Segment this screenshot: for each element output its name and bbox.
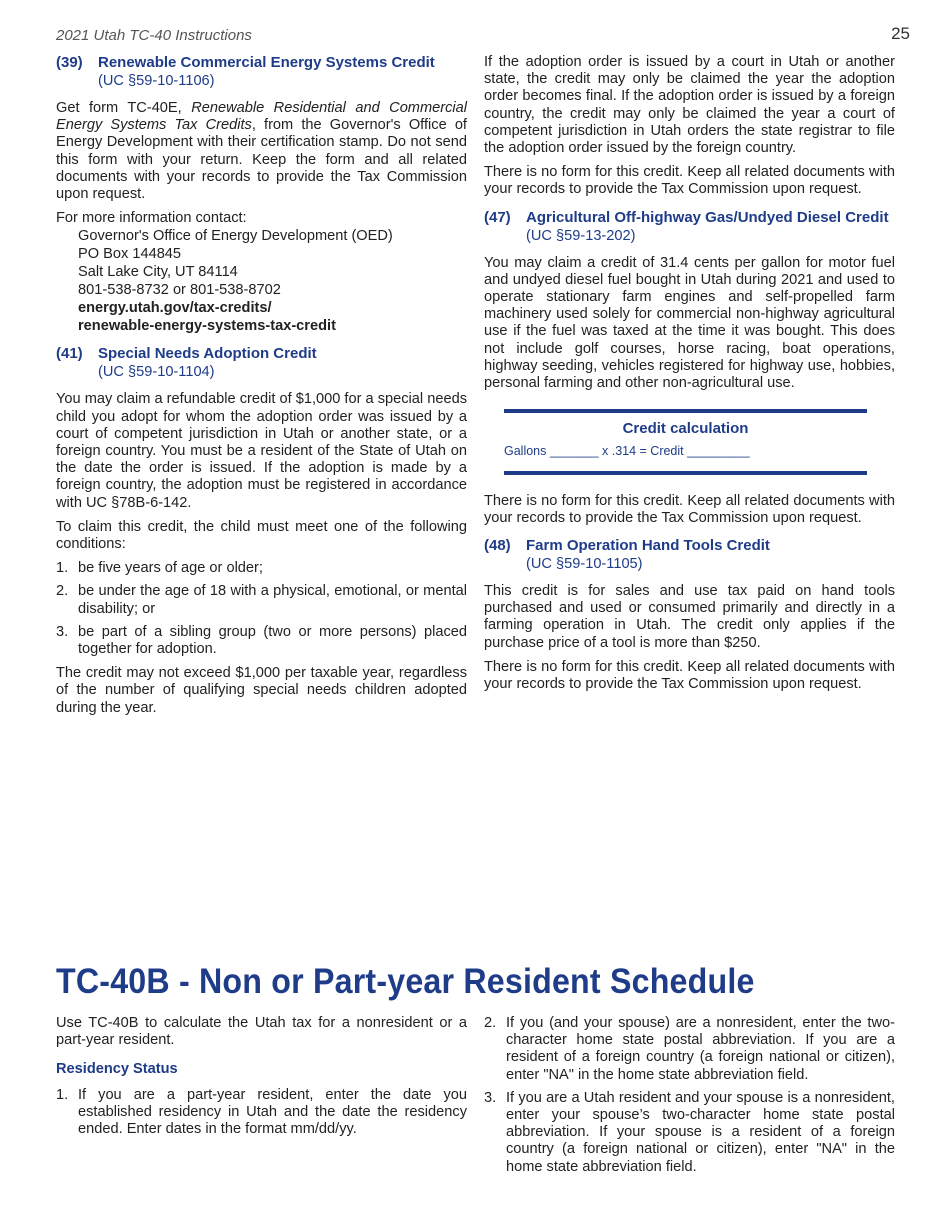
section-citation: (UC §59-13-202) [526,227,636,244]
list-number: 3. [484,1089,497,1106]
section-39-heading [56,54,467,71]
list-text: be under the age of 18 with a physical, emotional, or mental disability; or [78,583,467,617]
list-item [56,1087,467,1139]
residency-status-heading: Residency Status [56,1061,178,1078]
section-41-heading [56,345,467,362]
section-citation: (UC §59-10-1105) [526,556,643,573]
list-text: If you are a Utah resident and your spouse is a nonresident, enter your spouse’s two-character home state postal abbreviation. If your spouse is a resident of a foreign country (a foreign national or citizen), enter "NA" in the home state abbreviation field. [506,1089,895,1175]
list-text: If you (and your spouse) are a nonresident, enter the two-character home state postal abbreviation. If you are a resident of a foreign country (a foreign national or citizen), enter "NA" in the home state abbreviation field. [506,1015,895,1083]
paragraph: There is no form for this credit. Keep all related documents with your records to provide the Tax Commission upon request. [484,164,895,198]
website-link[interactable]: energy.utah.gov/tax-credits/ [78,300,272,317]
section-title: Special Needs Adoption Credit [98,345,317,363]
address-line: Governor's Office of Energy Development (OED) [78,228,393,245]
section-title: Renewable Commercial Energy Systems Credit [98,54,435,71]
list-item [56,624,467,658]
residency-list [56,1087,467,1139]
list-text: be part of a sibling group (two or more persons) placed together for adoption. [78,623,467,658]
list-text: be five years of age or older; [78,560,263,577]
running-header: 2021 Utah TC-40 Instructions [56,27,252,44]
address-line: PO Box 144845 [78,246,182,263]
paragraph [56,100,467,203]
contact-address [78,227,467,335]
text-run: Get form TC-40E, [56,100,192,116]
tc40b-left-column [56,1015,467,1145]
residency-list [484,1015,895,1176]
calc-formula: Gallons _______ x .314 = Credit _________ [504,444,750,459]
left-column [56,54,467,724]
list-number: 3. [56,623,69,640]
paragraph: This credit is for sales and use tax paid on hand tools purchased and used or consumed primarily and directly in a farming operation in Utah. The credit only applies if the purchase price of a tool is more than $250. [484,583,895,651]
form-title-italic: Renewable Residential and Commercial Energy Systems Tax Credits [56,100,467,134]
contact-intro: For more information contact: [56,210,247,227]
section-title: Farm Operation Hand Tools Credit [526,537,770,555]
section-title: Agricultural Off-highway Gas/Undyed Diesel Credit [526,208,889,226]
list-item [56,560,467,577]
section-number: (48) [484,537,511,555]
paragraph: To claim this credit, the child must meet one of the following conditions: [56,518,467,553]
list-text: If you are a part-year resident, enter the date you established residency in Utah and the date the residency ended. Enter dates in the format mm/dd/yy. [78,1086,467,1138]
list-number: 2. [56,583,69,600]
paragraph: There is no form for this credit. Keep all related documents with your records to provide the Tax Commission upon request. [484,658,895,693]
credit-calculation-box [504,409,867,474]
section-number: (39) [56,54,83,71]
paragraph: You may claim a refundable credit of $1,000 for a special needs child you adopt for whom the adoption order was issued by a court of competent jurisdiction in Utah or another state, or a foreign country. You must be a resident of the State of Utah on the date the order is issued. If the adoption is made by a foreign country, the adoption must be registered in accordance with UC §78B-6-142. [56,391,467,511]
section-number: (47) [484,208,511,226]
list-number: 1. [56,560,69,577]
list-item [484,1090,895,1176]
address-line: 801-538-8732 or 801-538-8702 [78,282,281,299]
paragraph: Use TC-40B to calculate the Utah tax for a nonresident or a part-year resident. [56,1015,467,1049]
section-citation: (UC §59-10-1106) [98,73,215,89]
paragraph: If the adoption order is issued by a court in Utah or another state, the credit may only be claimed the year the adoption order becomes final. If the adoption order is issued by a foreign country, the credit may only be claimed the year a court of competent jurisdiction in Utah orders the state registrar to file the adoption order issued by the foreign country. [484,54,895,157]
paragraph: The credit may not exceed $1,000 per taxable year, regardless of the number of qualifying special needs children adopted during the year. [56,665,467,716]
address-line: Salt Lake City, UT 84114 [78,264,238,281]
list-item [484,1015,895,1084]
tc40b-right-column [484,1015,895,1183]
paragraph: There is no form for this credit. Keep all related documents with your records to provide the Tax Commission upon request. [484,492,895,526]
list-number: 1. [56,1086,69,1103]
list-item [56,583,467,617]
calc-title: Credit calculation [622,420,749,438]
paragraph: You may claim a credit of 31.4 cents per gallon for motor fuel and undyed diesel fuel bought in Utah during 2021 and used to operate stationary farm engines and self-propelled farm machinery used solely for commercial non-highway agricultural use if the fuel was taxed at the time it was bought. This does not include golf courses, horse racing, boat operations, highway seeding, vehicles registered for highway use, hobbies, personal farming and other non-agricultural use. [484,254,895,392]
website-link[interactable]: renewable-energy-systems-tax-credit [78,318,336,335]
right-column [484,54,895,700]
conditions-list [56,560,467,658]
page-number: 25 [891,24,910,43]
tc40b-heading: TC-40B - Non or Part-year Resident Schedule [56,962,755,1001]
section-citation: (UC §59-10-1104) [98,364,215,381]
section-48-heading [484,537,895,554]
text-run: , from the Governor's Office of Energy Development with their certification stamp. Do not send this form with your return. Keep the form and all related documents with your records to provide the Tax Commission upon request. [56,117,467,203]
section-number: (41) [56,345,83,363]
list-number: 2. [484,1015,497,1031]
section-47-heading [484,209,895,226]
